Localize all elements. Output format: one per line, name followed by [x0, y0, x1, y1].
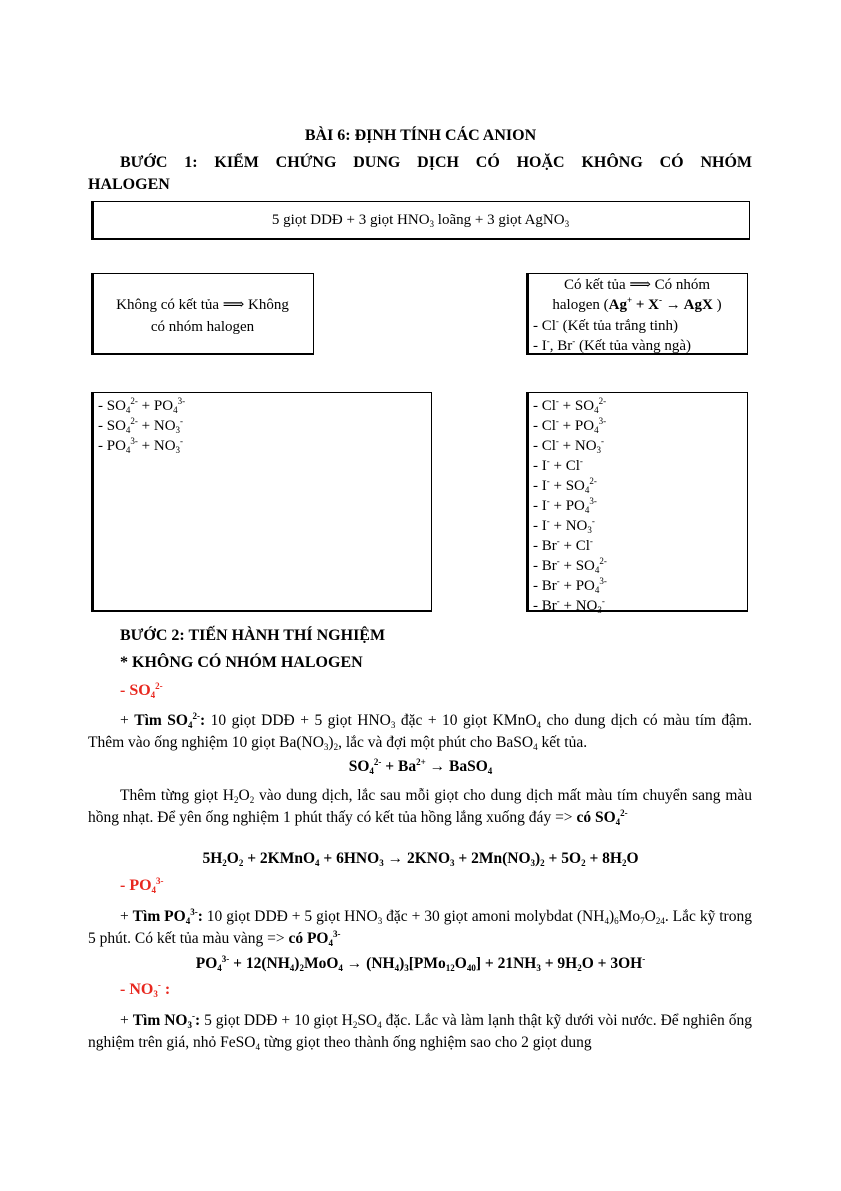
combination-item: - $I^- + PO_4^{3-}$	[533, 496, 597, 515]
step1-word: NHÓM	[700, 154, 752, 171]
halogen-combinations-list	[533, 396, 747, 616]
so4-equation-2: $5H_2O_2$ + 2KMnO$_4$ + $6HNO_3 \to 2KNO_3 + 2Mn(NO_3)_2 + 5O_2 + 8H_2O$	[202, 850, 639, 868]
no3-label: - $NO_3^-$ :	[120, 980, 171, 999]
combination-item: - $I^- + SO_4^{2-}$	[533, 476, 597, 495]
combination-item: - $Br^- + PO_4^{3-}$	[533, 576, 607, 595]
no-halogen-combinations-list	[98, 396, 431, 456]
combination-item: - I- + Cl-	[533, 456, 583, 474]
no-halogen-line1: Không có kết tủa ⟹ Không	[116, 297, 289, 313]
combination-item: - $I^- + NO_3^-$	[533, 516, 595, 535]
reagent-box: 5 giọt DDĐ + 3 giọt $HNO_3$ loãng + 3 giọt AgNO$_3$	[91, 201, 750, 240]
combination-item: - Br- + Cl-	[533, 536, 593, 554]
combination-item: - $SO_4^{2-} + PO_4^{3-}$	[98, 396, 186, 415]
so4-procedure: + Tìm $SO_4^{2-}$: 10 giọt DDĐ + 5 giọt $HNO_3$ đặc + 10 giọt KMnO$_4$ cho dung dịch có màu tím đậm. Thêm vào ống nghiệm 10 giọt $Ba(NO_3)_2$, lắc và đợi một phút cho BaSO$_4$ kết tủa.	[88, 711, 752, 752]
po4-label: - $PO_4^{3-}$	[120, 876, 164, 895]
step1-word: CÓ	[659, 154, 684, 171]
halogen-combinations-box	[526, 392, 748, 615]
combination-item: - $Cl^- + PO_4^{3-}$	[533, 416, 607, 435]
no-halogen-box	[91, 273, 314, 355]
halogen-line4: - I-, Br- (Kết tủa vàng ngà)	[533, 336, 692, 354]
halogen-box	[526, 273, 748, 355]
step1-word: CHỨNG	[275, 154, 337, 171]
step1-word: CÓ	[475, 154, 500, 171]
no3-procedure: + Tìm $NO_3^-$: 5 giọt DDĐ + 10 giọt $H_2SO_4$ đặc. Lắc và làm lạnh thật kỹ dưới vòi nước. Để nghiên ống nghiệm trên giá, nhỏ FeSO$_4$ từng giọt theo thành ống nghiệm sao cho 2 giọt dung	[88, 1011, 753, 1052]
step1-word: HOẶC	[516, 154, 565, 171]
step1-word: BƯỚC	[120, 154, 168, 171]
step1-line2: HALOGEN	[88, 176, 170, 193]
no-halogen-line2: có nhóm halogen	[150, 319, 255, 335]
halogen-line2: halogen (Ag+ + X- → AgX )	[552, 295, 722, 313]
halogen-line3: - Cl- (Kết tủa trắng tinh)	[533, 316, 679, 334]
combination-item: - $Cl^- + SO_4^{2-}$	[533, 396, 607, 415]
halogen-line1: Có kết tủa ⟹ Có nhóm	[563, 277, 711, 293]
combination-item: - $Br^- + SO_4^{2-}$	[533, 556, 607, 575]
combination-item: - $PO_4^{3-} + NO_3^-$	[98, 436, 184, 455]
so4-label: - $SO_4^{2-}$	[120, 681, 163, 700]
combination-item: - $Cl^- + NO_3^-$	[533, 436, 605, 455]
po4-equation: $PO_4^{3-} + 12(NH_4)_2MoO_4 \to (NH_4)_3[PMo_{12}O_{40}] + 21NH_3 + 9H_2O + 3OH^-$	[195, 954, 646, 973]
no-halogen-combinations-box	[91, 392, 432, 612]
step1-heading	[88, 152, 752, 196]
so4-observation: Thêm từng giọt $H_2O_2$ vào dung dịch, lắc sau mỗi giọt cho dung dịch mất màu tím chuyển sang màu hồng nhạt. Để yên ống nghiệm 1 phút thấy có kết tủa hồng lắng xuống đáy => có $SO_4^{2-}$	[88, 787, 752, 827]
step1-word: DỊCH	[417, 154, 459, 171]
step1-word: KHÔNG	[581, 154, 643, 171]
step1-word: 1:	[184, 154, 198, 171]
po4-procedure: + Tìm $PO_4^{3-}$: 10 giọt DDĐ + 5 giọt $HNO_3$ đặc + 30 giọt amoni molybdat $(NH_4)_6Mo_7O_{24}$. Lắc kỹ trong 5 phút. Có kết tủa màu vàng => có $PO_4^{3-}$	[88, 907, 752, 948]
step2-heading: BƯỚC 2: TIẾN HÀNH THÍ NGHIỆM	[120, 627, 386, 644]
combination-item: - $Br^- + NO_3^-$	[533, 596, 605, 615]
so4-equation-1: $SO_4^{2-} + Ba^{2+}$ → BaSO$_4$	[348, 757, 493, 776]
step1-word: DUNG	[353, 154, 401, 171]
no-halogen-heading: * KHÔNG CÓ NHÓM HALOGEN	[120, 654, 363, 671]
step1-word: KIỂM	[214, 154, 259, 171]
page-title: BÀI 6: ĐỊNH TÍNH CÁC ANION	[304, 127, 537, 144]
combination-item: - $SO_4^{2-} + NO_3^-$	[98, 416, 184, 435]
